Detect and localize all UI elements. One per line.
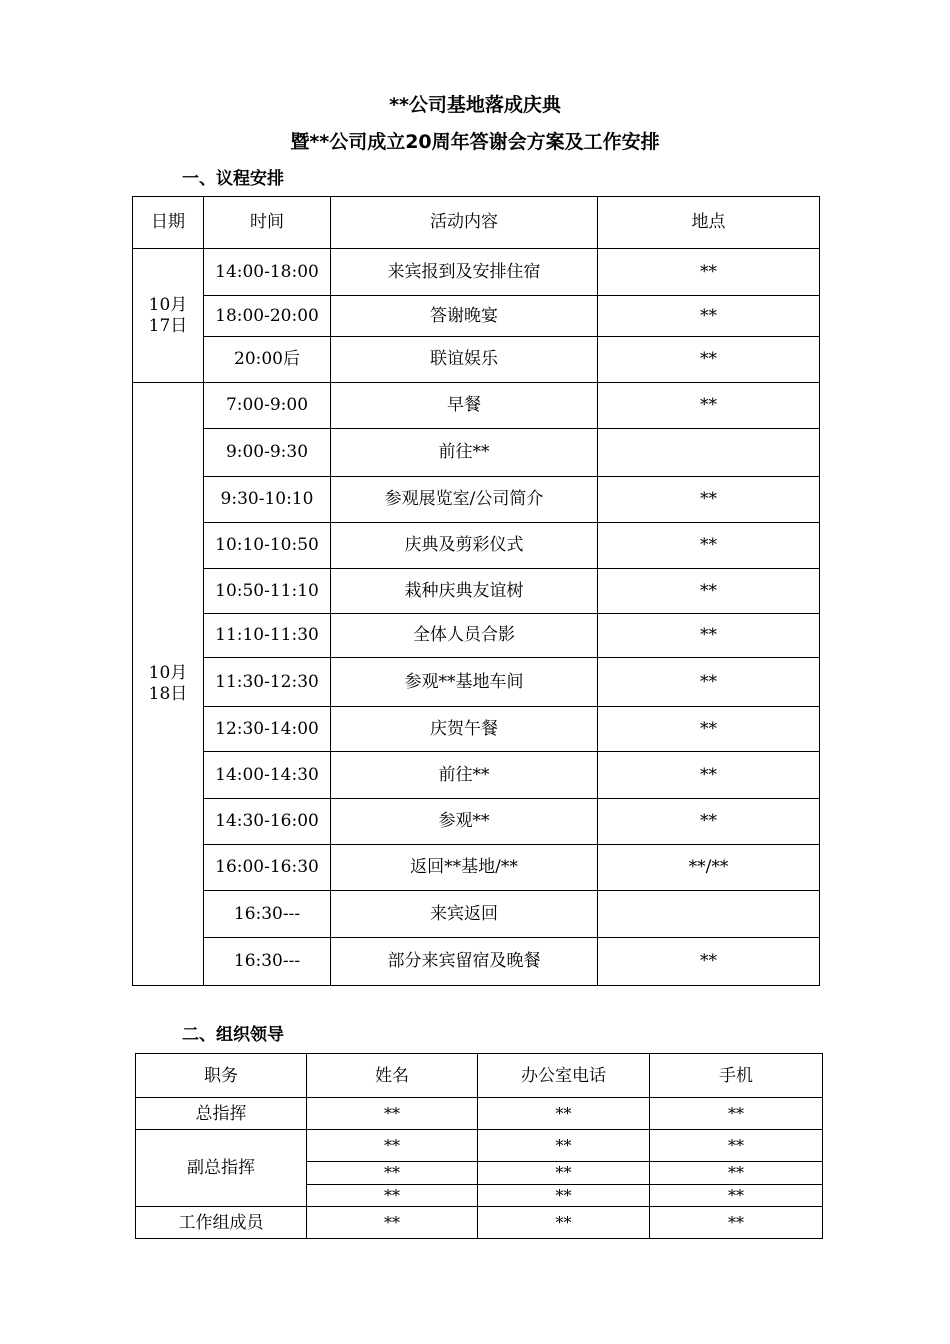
agenda-activity-cell: 庆典及剪彩仪式 [331, 523, 598, 569]
agenda-activity-cell: 部分来宾留宿及晚餐 [331, 938, 598, 986]
org-role-cell: 工作组成员 [136, 1207, 307, 1239]
agenda-row [133, 383, 820, 429]
agenda-header-cell: 日期 [133, 197, 204, 249]
agenda-place-cell: ** [598, 249, 820, 296]
org-name-cell: ** [307, 1185, 478, 1207]
agenda-row [133, 477, 820, 523]
agenda-time-cell: 11:30-12:30 [204, 658, 331, 707]
org-header-row [136, 1054, 823, 1098]
agenda-place-cell: ** [598, 523, 820, 569]
agenda-time-cell: 16:30--- [204, 891, 331, 938]
agenda-row [133, 429, 820, 477]
org-header-cell: 办公室电话 [478, 1054, 650, 1098]
agenda-activity-cell: 返回**基地/** [331, 845, 598, 891]
document-subtitle: 暨**公司成立20周年答谢会方案及工作安排 [290, 131, 660, 153]
agenda-time-cell: 14:30-16:00 [204, 799, 331, 845]
organization-table [135, 1053, 823, 1239]
org-row [136, 1207, 823, 1239]
agenda-activity-cell: 来宾报到及安排住宿 [331, 249, 598, 296]
agenda-header-cell: 时间 [204, 197, 331, 249]
agenda-time-cell: 20:00后 [204, 337, 331, 383]
agenda-time-cell: 14:00-14:30 [204, 752, 331, 799]
org-mobile-cell: ** [650, 1207, 823, 1239]
agenda-place-cell [598, 429, 820, 477]
agenda-activity-cell: 前往** [331, 429, 598, 477]
agenda-place-cell: ** [598, 938, 820, 986]
agenda-row [133, 523, 820, 569]
org-mobile-cell: ** [650, 1162, 823, 1185]
org-office-phone-cell: ** [478, 1098, 650, 1130]
agenda-row [133, 938, 820, 986]
agenda-activity-cell: 参观** [331, 799, 598, 845]
agenda-row [133, 658, 820, 707]
agenda-place-cell: ** [598, 614, 820, 658]
agenda-row [133, 337, 820, 383]
agenda-place-cell: ** [598, 569, 820, 614]
agenda-header-cell: 地点 [598, 197, 820, 249]
agenda-activity-cell: 答谢晚宴 [331, 296, 598, 337]
agenda-place-cell: ** [598, 477, 820, 523]
agenda-place-cell: **/** [598, 845, 820, 891]
org-name-cell: ** [307, 1207, 478, 1239]
agenda-row [133, 752, 820, 799]
section-heading-agenda: 一、议程安排 [182, 169, 284, 189]
org-header-cell: 手机 [650, 1054, 823, 1098]
agenda-time-cell: 12:30-14:00 [204, 707, 331, 752]
org-office-phone-cell: ** [478, 1130, 650, 1162]
agenda-header-row [133, 197, 820, 249]
agenda-time-cell: 16:30--- [204, 938, 331, 986]
agenda-activity-cell: 联谊娱乐 [331, 337, 598, 383]
agenda-activity-cell: 参观**基地车间 [331, 658, 598, 707]
agenda-place-cell: ** [598, 337, 820, 383]
agenda-row [133, 296, 820, 337]
agenda-activity-cell: 来宾返回 [331, 891, 598, 938]
agenda-time-cell: 16:00-16:30 [204, 845, 331, 891]
org-office-phone-cell: ** [478, 1185, 650, 1207]
agenda-time-cell: 11:10-11:30 [204, 614, 331, 658]
document-title: **公司基地落成庆典 [389, 94, 561, 116]
org-mobile-cell: ** [650, 1185, 823, 1207]
agenda-place-cell: ** [598, 658, 820, 707]
agenda-row [133, 707, 820, 752]
org-mobile-cell: ** [650, 1098, 823, 1130]
agenda-activity-cell: 前往** [331, 752, 598, 799]
agenda-time-cell: 9:30-10:10 [204, 477, 331, 523]
agenda-row [133, 891, 820, 938]
org-name-cell: ** [307, 1130, 478, 1162]
section-heading-organization: 二、组织领导 [182, 1025, 284, 1045]
org-header-cell: 职务 [136, 1054, 307, 1098]
org-office-phone-cell: ** [478, 1162, 650, 1185]
org-header-cell: 姓名 [307, 1054, 478, 1098]
agenda-activity-cell: 早餐 [331, 383, 598, 429]
org-name-cell: ** [307, 1098, 478, 1130]
org-role-cell: 总指挥 [136, 1098, 307, 1130]
agenda-place-cell: ** [598, 799, 820, 845]
agenda-table [132, 196, 820, 986]
agenda-row [133, 569, 820, 614]
agenda-activity-cell: 全体人员合影 [331, 614, 598, 658]
agenda-time-cell: 10:50-11:10 [204, 569, 331, 614]
agenda-place-cell: ** [598, 707, 820, 752]
org-role-cell: 副总指挥 [136, 1130, 307, 1207]
org-name-cell: ** [307, 1162, 478, 1185]
agenda-row [133, 799, 820, 845]
agenda-place-cell [598, 891, 820, 938]
agenda-time-cell: 18:00-20:00 [204, 296, 331, 337]
agenda-time-cell: 10:10-10:50 [204, 523, 331, 569]
agenda-date-cell: 10月18日 [133, 383, 204, 986]
org-row [136, 1098, 823, 1130]
org-office-phone-cell: ** [478, 1207, 650, 1239]
agenda-row [133, 249, 820, 296]
agenda-place-cell: ** [598, 752, 820, 799]
agenda-activity-cell: 庆贺午餐 [331, 707, 598, 752]
org-mobile-cell: ** [650, 1130, 823, 1162]
agenda-date-cell: 10月17日 [133, 249, 204, 383]
agenda-place-cell: ** [598, 383, 820, 429]
org-row [136, 1130, 823, 1162]
agenda-activity-cell: 参观展览室/公司简介 [331, 477, 598, 523]
agenda-header-cell: 活动内容 [331, 197, 598, 249]
agenda-row [133, 614, 820, 658]
agenda-row [133, 845, 820, 891]
agenda-place-cell: ** [598, 296, 820, 337]
agenda-time-cell: 9:00-9:30 [204, 429, 331, 477]
agenda-activity-cell: 栽种庆典友谊树 [331, 569, 598, 614]
agenda-time-cell: 7:00-9:00 [204, 383, 331, 429]
agenda-time-cell: 14:00-18:00 [204, 249, 331, 296]
